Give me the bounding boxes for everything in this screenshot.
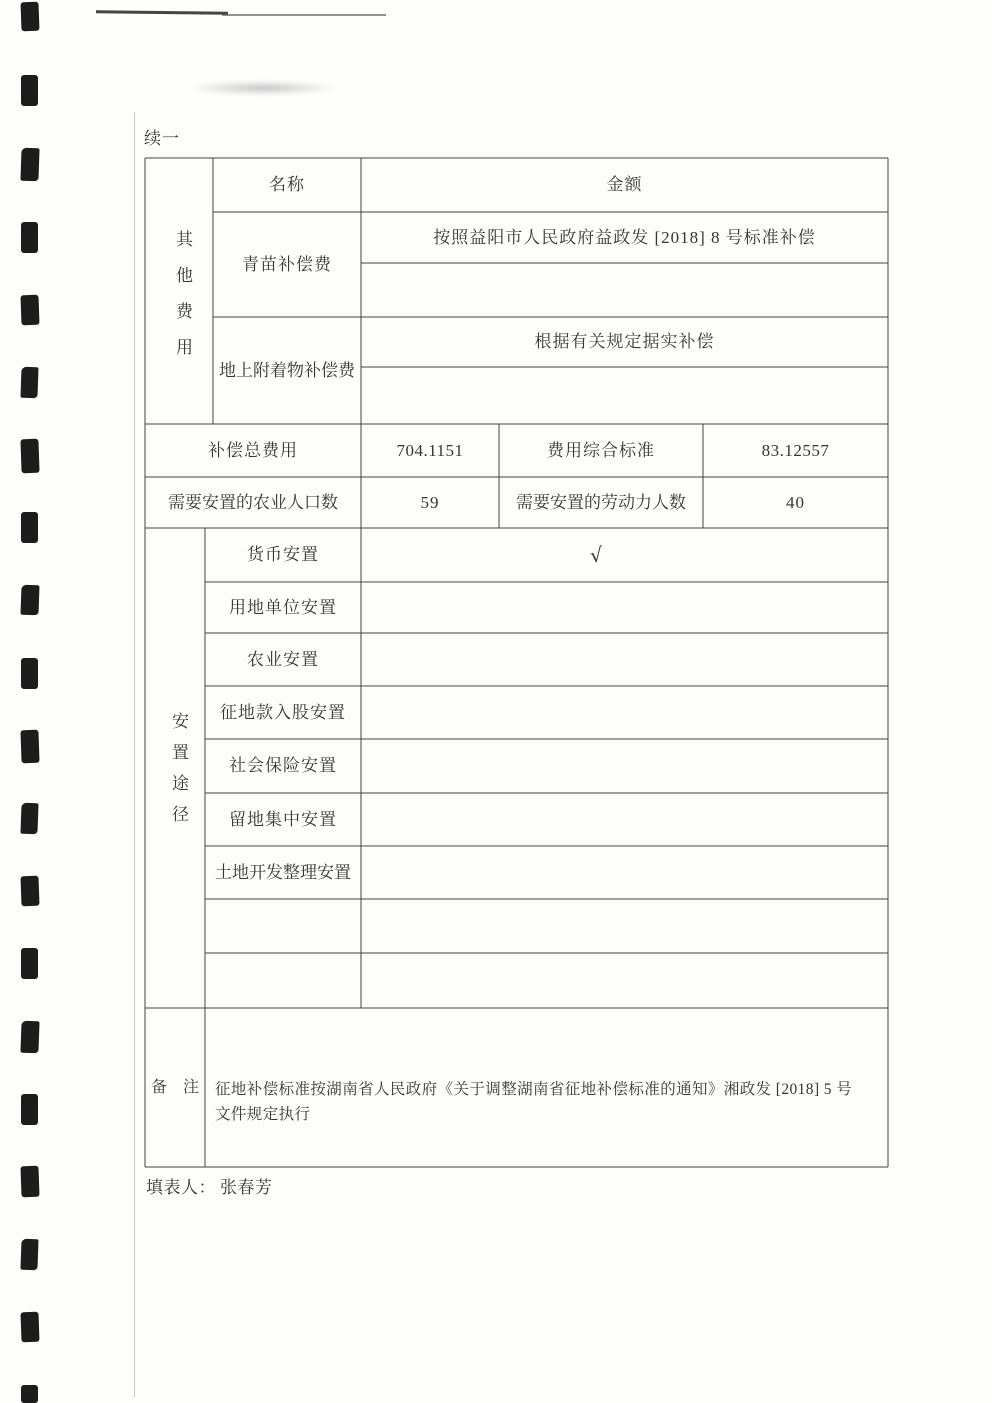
resettlement-option-value [361,528,888,582]
agricultural-population-value: 59 [420,492,440,512]
continuation-label: 续一 [144,129,180,149]
total-cost-label: 补偿总费用 [208,440,298,460]
labor-count-label: 需要安置的劳动力人数 [516,492,686,512]
total-cost-value: 704.1151 [396,440,464,460]
fee-amount-cell: 按照益阳市人民政府益政发 [2018] 8 号标准补偿 [433,227,816,247]
comprehensive-standard-value: 83.12557 [761,440,830,460]
resettlement-option-label [205,953,361,1008]
agricultural-population-label: 需要安置的农业人口数 [168,492,338,512]
checkmark: √ [588,541,605,568]
resettlement-option-label: 土地开发整理安置 [215,862,351,882]
resettlement-option-label [205,899,361,953]
form-filler-label: 填表人： [146,1178,216,1198]
resettlement-option-label: 社会保险安置 [229,756,337,776]
form-filler-name: 张春芳 [220,1178,273,1198]
fee-name-cell: 地上附着物补偿费 [219,360,355,380]
labor-count-value: 40 [786,492,805,512]
resettlement-option-label: 货币安置 [247,545,319,565]
amount-column-header: 金额 [606,175,643,195]
remarks-label: 备 注 [150,1078,199,1096]
form-filler-row [146,1176,446,1200]
fee-name-cell: 青苗补偿费 [242,254,332,274]
remarks-text-line: 征地补偿标准按湖南省人民政府《关于调整湖南省征地补偿标准的通知》湘政发 [2018] 5 号 [215,1081,853,1098]
name-column-header: 名称 [269,175,305,195]
resettlement-option-label: 农业安置 [247,649,319,669]
other-fees-section-header: 其他费用 [173,230,192,374]
resettlement-option-label: 留地集中安置 [229,809,337,829]
fee-amount-cell: 根据有关规定据实补偿 [534,332,715,352]
resettlement-option-label: 用地单位安置 [229,597,337,617]
comprehensive-standard-label: 费用综合标准 [547,440,655,460]
resettlement-option-label: 征地款入股安置 [220,702,346,722]
resettlement-section-header: 安置途径 [169,712,188,836]
remarks-text-line: 文件规定执行 [215,1106,311,1123]
